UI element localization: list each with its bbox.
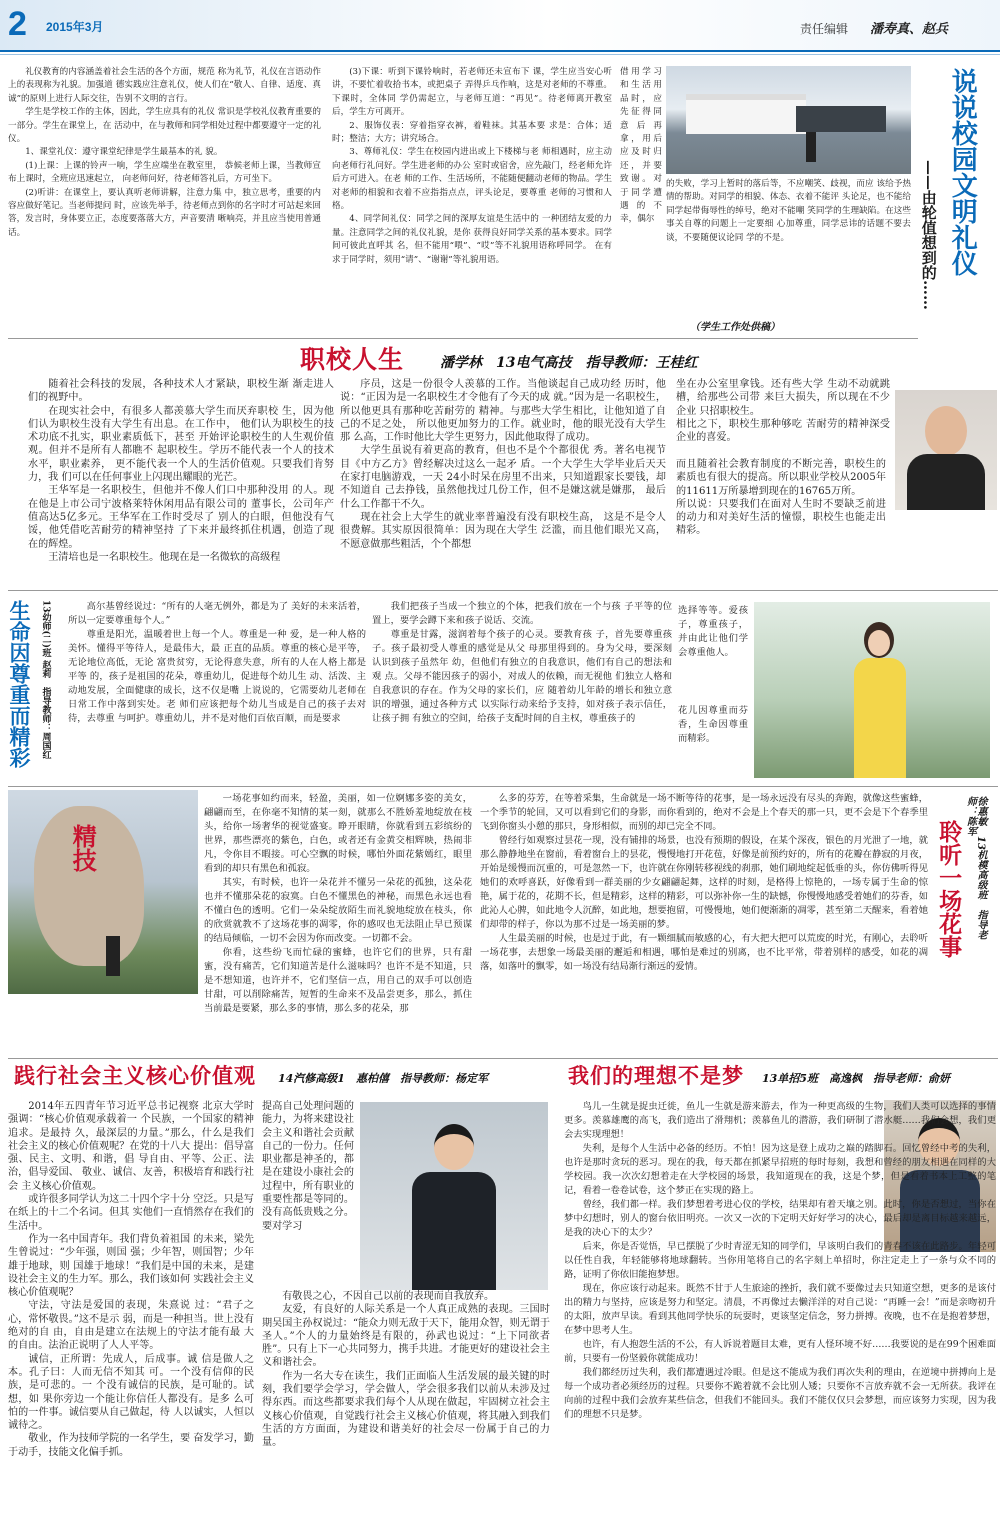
editor-names: 潘寿真、赵兵	[870, 22, 949, 37]
gate-barrier	[796, 106, 886, 132]
article4-col2: 么多的芬芳，在等着采集，生命就是一场不断等待的花事，是一场永远没有尽头的奔跑，就像这些蜜蜂，一个季节的轮回，又可以看到它们的身影，而你看到的，绝对不会是上个春天的那一只，更不会是下个春季里飞到你窗头小憩的那只，身形相似，而别的却已完全不同。 曾经行如观察过昙花一现，没有铺排的场景，也没有预期的假设，在某个深夜，银色的月光泄了一地，就那么静静地坐在窗前，看着窗台上的昙花，慢慢地打开花苞，好像是前预约好的，所有的花瓣在静寂的月夜，开始是缓慢而沉重的，可是忽然一下，也许就在你刚转移视线的刹那，她们刷地绽起低垂的头，你仿佛听得见她们的欢呼喜跃，好像看到一群美丽的少女翩翩起舞，这样的时刻，是格得上惊艳的，一场专属于生命的惊艳，属于花的，花期不长，但是精彩，这样的精彩，可以弥补你一生的缺憾，你慢慢地感受着她们的芬香，如此沁人心脾，如此地令人沉醉，如此地，想要抱留，可慢慢地，她们便渐渐的凋零，甚至第二天醒来，看着她们却带的样子，你以为那不过是一场美丽的梦。 人生最美丽的时候，也是过于此，有一颗细腻而敏感的心，有大把大把可以荒废的时光，有刚心，去聆听一场花事，去想象一场最美丽的邂逅和相遇，哪怕是难过的别离，也不比平常，带着别样的感受，如花的凋落，如落叶的飘零，如一场没有结局渐行渐远的爱情。	[480, 793, 928, 972]
article1-subtitle: ——由轮值想到的……	[919, 160, 938, 310]
divider-4	[8, 1058, 998, 1059]
body	[412, 1172, 496, 1290]
face	[868, 630, 890, 656]
page-number: 2	[8, 5, 27, 43]
article2-byline: 潘学林 13电气高技 指导教师：王桂红	[440, 355, 698, 371]
editor-label: 责任编辑	[800, 22, 849, 36]
article3-col2: 我们把孩子当成一个独立的个体，把我们放在一个与孩 子平等的位置上，要学会蹲下来和孩子说话、交流。 尊重是甘露，滋润着每个孩子的心灵。要教育孩 子，首先要尊重孩子。孩子最初受人尊重的感觉是从父 母那里得到的。身为父母，要深刻认识到孩子虽然年 幼，但他们有独立的自我意识，他们有自己的想法和观 点。父母不能因孩子的弱小，对成人的依赖，而无视他 们独立人格和自我意识的存在。作为父母的家长们，应 随着幼儿年龄的增长和独立意识的增强，通过各种方式 以实际行动来给予支持，如对孩子表示信任，让孩子拥 有独立的空间，给孩子支配时间的自主权，尊重孩子的	[372, 601, 672, 724]
article1-note: （学生工作处供稿）	[690, 322, 780, 333]
photo-rock	[8, 790, 198, 994]
rock-inscription: 精技	[68, 824, 98, 872]
issue-date: 2015年3月	[46, 20, 104, 34]
article1-col1: 礼仪教育的内容涵盖着社会生活的各个方面，规范 称为礼节，礼仪在言语动作上的表现称为礼貌。加强道 德实践应注意礼仪，使人们在“敬人、自律、适度、真 诚”的原则上进行人际交往，告别不文明的言行。 学生是学校工作的主体，因此，学生应具有的礼仪 常识是学校礼仪教育重要的一部分。学生在课堂上，在 活动中，在与教师和同学相处过程中都要遵守一定的礼 仪。 1、课堂礼仪：遵守课堂纪律是学生最基本的礼 貌。 (1)上课：上课的铃声一响，学生应端坐在教室里， 恭候老师上课，当教师宣布上课时，全班应迅速起立， 向老师问好，待老师答礼后，方可坐下。 (2)听讲：在课堂上，要认真听老师讲解，注意力集 中，独立思考，重要的内容应做好笔记。当老师提问 时，应该先举手，待老师点到你的名字时才可站起来回 答，发言时，身体要立正，态度要落落大方，声音要清 晰响亮，并且应当使用普通话。	[8, 67, 321, 238]
article4-col1: 一场花事如约而来，轻盈，美丽，如一位婀娜多姿的美女，翩翩而至，在你毫不知情的某一刻，就那么不胜娇羞地绽放在枝头，给你一场奢华的视觉盛宴。睁开眼睛，你就看到五彩缤纷的世界，那些漂亮的紫色，白色，或者还有金黄交相辉映，热闹非凡，令你目不暇接。可心空飘的时候，哪怕外面花紫嫣红，眼里看到的却只有黑色和孤寂。 其实，有时候，也许一朵花并不懂另一朵花的孤独，这朵花也并不懂那朵花的寂寞。白色不懂黑色的神秘，而黑色永远也看不懂白色的透明。它们一朵朵绽放陌生而礼貌地绽放在枝头，你的欣赏就教不了这场花事的凋零，你的感叹也无法阻止早已预谋的结局倾临，一切不会因为你而改变。一切都不会。 你看，这些纷飞而忙碌的蜜蜂，也许它们的世界，只有甜蜜，没有痛苦，它们知道苦是什么滋味吗？也许不是不知道，只是不想知道，也许并不，它们坚信一点，用自己的双手可以创造甘甜，可以削除痛苦，短暂的生命来不及品尝更多，那么，抓住当前最是要紧，那么多的事情，那么多的花朵，那	[204, 793, 472, 1014]
article3-col3a: 选择等等。爱孩子，尊重孩子，并由此让他们学会尊重他人。	[678, 605, 748, 658]
photo-student-2	[754, 602, 990, 778]
guard-figure	[806, 132, 816, 162]
divider-2	[8, 590, 998, 591]
article3-byline: 13幼师(二)班 赵莉 指导教师：周国红	[40, 600, 51, 760]
article5-col2b: 有敬畏之心，不因自己以前的表现而自我放弃。 友爱，有良好的人际关系是一个人真正成熟的表现。三国时期吴国主孙权说过：“能众力则无敌于天下，能用众智，则无谓于圣人。”个人的力量始终是有限的，孙武也说过：“上下同欲者胜”。只有上下一心共同努力，携手共进。才能更好的建设社会主义和谐社会。 作为一名大专在读生，我们正面临人生活发展的最关键的时刻，我们要学会学习，学会做人，学会很多我们以前从未涉及过得东西。而这些都要求我们每个人从现在做起，牢固树立社会主义核心价值观，自觉践行社会主义核心价值观，将其融入到我们生活的方方面面，为建设和谐美好的社会尽一份属于自己的力量。	[262, 1291, 550, 1449]
article1-title: 说说校园文明礼仪	[947, 68, 978, 276]
article2-col1: 随着社会科技的发展，各种技术人才紧缺，职校生渐 渐走进人们的视野中。 在现实社会中，有很多人都羡慕大学生而厌弃职校 生，因为他们认为职校生没有大学生有出息。在工作中， 他们认为职校生的技术功底不扎实，职业素质低下，甚至 开始评论职校生的人生观价值观。但并不是所有人都瞧不 起职校生。学历不能代表一个人的技术水平，职业素养， 更不能代表一个人的生活价值观。只要我们肯努力，我 们可以在任何事业上闪现出耀眼的光芒。 王华军是一名职校生，但他并不像人们口中那种没用 的人。现在他是上市公司宁波格莱特休闲用品有限公司的 董事长，公司年产值高达5亿多元。王华军在工作时受尽了 别人的白眼，但他没有气馁，他凭借吃苦耐劳的精神坚持 了下来并最终抓住机遇，创造了现在的辉煌。 王清培也是一名职校生。他现在是一名微软的高级程	[28, 379, 334, 563]
photo-school-gate	[666, 66, 911, 174]
header-rule	[0, 50, 1000, 52]
article6-title: 我们的理想不是梦	[568, 1064, 744, 1088]
article2-col3a: 坐在办公室里拿钱。还有些大学 生动不动就跳槽，给那些公司带 来巨大损失，所以现在不少企业 只招职校生。 相比之下，职校生那种够吃 苦耐劳的精神深受企业的喜爱。	[676, 379, 890, 444]
photo-student-1	[895, 390, 997, 510]
divider-1	[8, 338, 918, 339]
photo-student-3	[360, 1102, 548, 1290]
header-rule-thin	[0, 54, 1000, 55]
article5-byline: 14汽修高级1 惠柏僖 指导教师：杨定军	[278, 1072, 488, 1085]
divider-3	[8, 786, 998, 787]
gate-building	[686, 94, 806, 134]
article6-body: 鸟儿一生就是捉虫迁徙，鱼儿一生就是游来游去，作为一种更高级的生物，我们人类可以选择的事情更多。羡慕雄鹰的高飞，我们造出了滑翔机；羡慕鱼儿的潜游，我们研制了潜水艇……我们会想，我们更会去实现理想！ 失利，是每个人生活中必备的经历。不怕！因为这是登上成功之巅的踏脚石。回忆曾经中考的失利，也许是那时贪玩的恶习。现在的我，每天都在抓紧早招班的每时每刻，我想和曾经的朋友相遇在同样的大学校园。我一次次幻想着走在大学校园的场景，我知道现在的我，这是个梦，但是看着书本上工整的笔记，看着一卷卷试卷，这个梦正在实现的路上。 曾经，我们都一样。我们梦想着考进心仪的学校，结果却有着天壤之别。此时，你是否想过，当你在梦中幻想时，别人的窗台依旧明亮。一次又一次的下定明天好好学习的决心，最后却是离目标越来越远，是我的决心下的太少？ 后来，你是否觉悟，早已摆脱了少时青涩无知的同学们，早该明白我们的青春不该在此路步。年轻可以任性自我，年轻能够将地球翻转。当你用笔将自己的名字刻上单招时，你注定走上了一条与众不同的路，证明了你依旧能抱梦想。 现在，你应该行动起来。既然不甘于人生旅途的挫折，我们就不要像过去只知道空想，更多的是该付出的精力与坚持，应该是努力和坚定。清晨，不再像过去懒洋洋的对自己说：“再睡一会！”而是亲吻初升的太阳，放声早读。看到其他同学快乐的玩耍时，更该坚定信念，努力拼搏。夜晚，也不在是抱着梦想，在梦中思考人生。 也许，有人抱怨生活的不公，有人诉说着题目太难，更有人怪环境不好……我要说的是在99个困难面前，只要有一份坚毅你就能成功！ 我们都经历过失利，我们都遭遇过冷眼。但是这不能成为我们再次失利的理由，在逆境中拼搏向上是每一个成功者必须经历的过程。只要你不跪着就不会比别人矮；只要你不言放弃就不会一无所获。我评在向前的过程中我们会放弃某些信念，但我们不能回头。我们不能仅仅只会梦想，而应该努力实现，因为我们的理想不只是梦。	[564, 1101, 996, 1420]
article5-col2a: 提高自己处理问题的能力，为将来建设社会主义和谐社会贡献自己的一份力。任何职业都是神圣的，都是在建设小康社会的过程中，所有职业的重要性都是等同的。没有高低贵贱之分。要对学习	[262, 1101, 354, 1232]
article3-title: 生命因尊重而精彩	[7, 600, 32, 768]
body	[907, 454, 985, 510]
yellow-coat	[854, 658, 906, 778]
article6-byline: 13单招5班 高逸枫 指导老师：俞妍	[762, 1072, 950, 1085]
article2-title: 职校人生	[300, 345, 405, 374]
article2-col3b: 而且随着社会教育制度的不断完善，职校生的素质也有很大的提高。所以职业学校从2005年的11611万所暴增到现在的16765万所。 所以说：只要我们在面对人生时不要缺乏前进的动力和对美好生活的憧憬，职校生也能走出精彩。	[676, 459, 886, 537]
header-bar	[0, 0, 1000, 52]
article1-col3b: 的失败，学习上暂时的落后等，不应嘲笑、歧视，而应 该给予热情的帮助。对同学的相貌、体态、衣着不能评 头论足，也不能给同学起带侮辱性的绰号，绝对不能嘲 笑同学的生理缺陷。在这些事关自尊的问题上一定要细 心加尊重，同学忌讳的话题不要去谈，不要随便议论同 学的不是。	[666, 179, 911, 243]
face	[434, 1124, 474, 1170]
article2-col2: 序员，这是一份很令人羡慕的工作。当他谈起自己成功经 历时，他说：“正因为是一名职校生才令他有了今天的成 就。”因为是一名职校生，所以他更具有那种吃苦耐劳的 精神。与那些大学生相比，让他知道了自己的不足之处， 所以他更加努力的工作。就业时，他的眼光没有大学生那 么高，工作时他比大学生更努力，因此他取得了成功。 大学生虽说有着更高的教育，但也不是个个都很优 秀。著名电视节目《中方乙方》曾经解决过这么一起矛 盾。一个大学生大学毕业后天天在家打电脑游戏，一天 24小时呆在房里不出来，只知道跟家长要钱，却不知道自 己去挣钱，虽然他找过几份工作，但不是嫌这就是嫌那， 最后什么工作都干不久。 现在社会上大学生的就业率普遍没有没有职校生高， 这是不是令人很费解。其实原因很简单：因为现在大学生 泛滥，而且他们眼光又高，不愿意做那些粗活，个个都想	[340, 379, 666, 550]
article4-title: 聆听一场花事	[935, 820, 962, 958]
person-figure	[106, 936, 120, 976]
article3-col3b: 花儿因尊重而芬香，生命因尊重而精彩。	[678, 705, 748, 744]
article1-col3a: 借用学习和生活用品时，应先征得同意后再拿，用后应及时归还，并要致谢。对于同学遭遇的不幸，偶尔	[620, 67, 662, 225]
article3-col1: 高尔基曾经说过：“所有的人毫无例外，都是为了 美好的未来活着，所以一定要尊重每个人。” 尊重是阳光，温暖着世上每一个人。尊重是一种 爱，是一种人格的美怀。懂得平等待人，是最伟大，最 正直的品质。尊重的核心是平等，无论地位高低，无论 富贵贫穷，无论得意失意，所有的人在人格上都是平等 的，孩子是祖国的花朵，尊重幼儿，促进每个幼儿生 动、活泼、主动地发展，全面健康的成长，这不仅是嘴 上说说的，它需要幼儿老师在日常工作中落到实处。老 师们应该把每个幼儿当成是自己的孩子去对待，去尊重 与呵护。尊重幼儿，并不是对他们百依百顺，而是要求	[68, 601, 366, 724]
article1-col2: (3)下课：听到下课铃响时，若老师还未宣布下 课，学生应当安心听讲，不要忙着收拾书本，或把桌子 弄得乒乓作响，这是对老师的不尊重。下课时，全体同 学仍需起立，与老师互道：“再见”。待老师离开教室 后，学生方可离开。 2、服饰仪表：穿着指穿衣裤，着鞋袜。其基本要 求是：合体；适时；整洁；大方；讲究场合。 3、尊师礼仪：学生在校园内进出或上下楼梯与老 师相遇时，应主动向老师行礼问好。学生进老师的办公 室时或宿舍，应先敲门，经老师允许后方可进入。在老 师的工作、生活场所，不能随便翻动老师的物品。学生 对老师的相貌和衣着不应指指点点，评头论足，要尊重 老师的习惯和人格。 4、同学间礼仪：同学之间的深厚友谊是生活中的 一种团结友爱的力量。注意同学之间的礼仪礼貌，是你 获得良好同学关系的基本要求。同学间可彼此直呼其 名，但不能用“喂”、“哎”等不礼貌用语称呼同学。 在有求于同学时，须用“请”、“谢谢”等礼貌用语。	[332, 67, 612, 265]
article5-title: 践行社会主义核心价值观	[14, 1064, 256, 1088]
article4-byline: 徐惠敏 13机模高级班 指导老师：陈军	[964, 796, 986, 940]
article5-col1: 2014年五四青年节习近平总书记视察 北京大学时强调：“核心价值观承载着一 个民族，一个国家的精神追求。是最持 久，最深层的力量。”那么，什么是我们 社会主义的核心价值观呢？在党的十八大 提出：倡导富强、民主、文明、和谐，倡 导自由、平等、公正、法治，倡导爱国、 敬业、诚信、友善，积极培育和践行社会 主义核心价值观。 或许很多同学认为这二十四个字十分 空泛。只是写在纸上的十二个名词。但其 实他们一直悄然存在我们的生活中。 作为一名中国青年。我们背负着祖国 的未来，梁先生曾说过：“少年强，则国 强；少年智，则国智；少年雄于地球，则 国雄于地球！”我们是中国的未来，是建 设社会主义的生力军。那么，我们该如何 实践社会主义核心价值观呢？ 守法，守法是爱国的表现，朱熹说 过：“君子之心，常怀敬畏。”这不是示 弱，而是一种担当。世上没有绝对的自 由，自由是建立在法规上的守法才能有最 大的自由。法治正说明了人人平等。 诚信，正所谓：先成人，后成事。诚 信是做人之本。孔子曰：人而无信不知其 可。一个没有信仰的民族，是可悲的。一 个没有诚信的民族，是可耻的。试想，如 果你旁边一个能让你信任人都没有。是多 么可怕的一件事。诚信要从自己做起，待 人以诚实，人恒以诚待之。 敬业，作为技师学院的一名学生，要 奋发学习，勤于动手，技能文化偏手抓。	[8, 1101, 254, 1458]
face	[925, 406, 967, 456]
